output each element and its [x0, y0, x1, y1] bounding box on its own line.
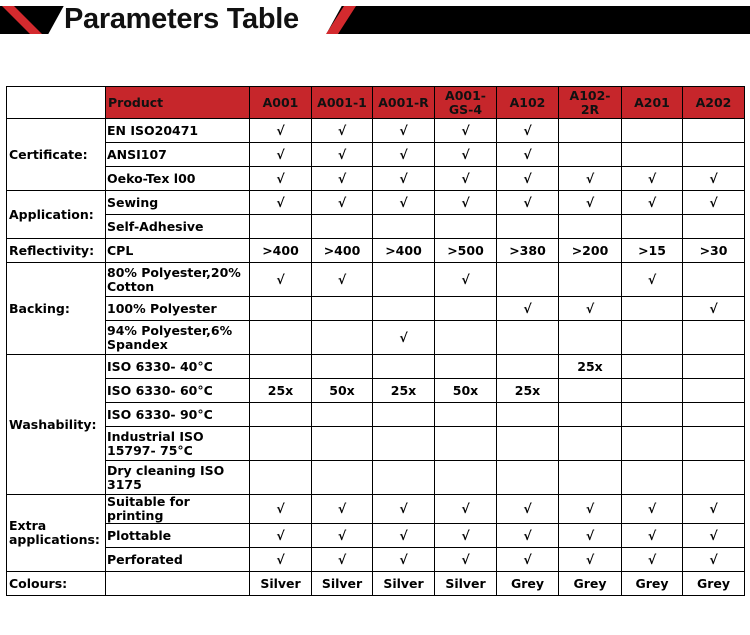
parameter-label-cell: ISO 6330- 90°C — [106, 403, 250, 427]
check-mark-cell: √ — [559, 297, 622, 321]
empty-value-cell — [622, 119, 683, 143]
empty-value-cell — [683, 427, 745, 461]
empty-value-cell — [559, 119, 622, 143]
empty-value-cell — [250, 355, 312, 379]
table-row — [7, 143, 745, 167]
empty-value-cell — [373, 403, 435, 427]
value-cell: 25x — [250, 379, 312, 403]
check-mark-cell: √ — [497, 297, 559, 321]
check-mark-cell: √ — [559, 167, 622, 191]
empty-value-cell — [622, 215, 683, 239]
table-row — [7, 297, 745, 321]
empty-value-cell — [312, 427, 373, 461]
empty-value-cell — [373, 215, 435, 239]
parameter-label-cell: 94% Polyester,6% Spandex — [106, 321, 250, 355]
check-mark-cell: √ — [435, 524, 497, 548]
parameter-label-cell: Suitable for printing — [106, 495, 250, 524]
category-cell: Reflectivity: — [7, 239, 106, 263]
category-cell: Extra applications: — [7, 495, 106, 572]
header-blank-cell — [7, 87, 106, 119]
table-row — [7, 572, 745, 596]
check-mark-cell: √ — [250, 143, 312, 167]
check-mark-cell: √ — [435, 191, 497, 215]
empty-value-cell — [435, 355, 497, 379]
check-mark-cell: √ — [435, 495, 497, 524]
value-cell: >30 — [683, 239, 745, 263]
table-row — [7, 321, 745, 355]
check-mark-cell: √ — [559, 191, 622, 215]
check-mark-cell: √ — [683, 524, 745, 548]
table-row — [7, 427, 745, 461]
check-mark-cell: √ — [683, 297, 745, 321]
check-mark-cell: √ — [435, 119, 497, 143]
value-cell: Grey — [683, 572, 745, 596]
value-cell: >200 — [559, 239, 622, 263]
empty-value-cell — [312, 321, 373, 355]
empty-value-cell — [683, 143, 745, 167]
empty-value-cell — [559, 379, 622, 403]
value-cell: 25x — [373, 379, 435, 403]
empty-value-cell — [373, 427, 435, 461]
empty-value-cell — [622, 461, 683, 495]
check-mark-cell: √ — [312, 191, 373, 215]
empty-value-cell — [435, 215, 497, 239]
check-mark-cell: √ — [497, 191, 559, 215]
empty-value-cell — [250, 461, 312, 495]
check-mark-cell: √ — [683, 191, 745, 215]
parameter-label-cell: 100% Polyester — [106, 297, 250, 321]
value-cell: >400 — [312, 239, 373, 263]
table-row — [7, 461, 745, 495]
value-cell: >380 — [497, 239, 559, 263]
check-mark-cell: √ — [559, 524, 622, 548]
parameter-label-cell: Industrial ISO 15797- 75°C — [106, 427, 250, 461]
header-product-label: Product — [106, 87, 250, 119]
check-mark-cell: √ — [435, 548, 497, 572]
header-model-cell: A001-1 — [312, 87, 373, 119]
value-cell: >15 — [622, 239, 683, 263]
check-mark-cell: √ — [622, 524, 683, 548]
empty-value-cell — [250, 321, 312, 355]
empty-value-cell — [312, 355, 373, 379]
empty-value-cell — [373, 461, 435, 495]
check-mark-cell: √ — [622, 167, 683, 191]
check-mark-cell: √ — [559, 495, 622, 524]
value-cell: Silver — [250, 572, 312, 596]
parameters-table-body — [7, 87, 745, 596]
check-mark-cell: √ — [312, 524, 373, 548]
parameter-label-cell: ANSI107 — [106, 143, 250, 167]
empty-value-cell — [497, 263, 559, 297]
value-cell: 25x — [497, 379, 559, 403]
check-mark-cell: √ — [250, 191, 312, 215]
category-cell: Certificate: — [7, 119, 106, 191]
empty-value-cell — [683, 461, 745, 495]
empty-value-cell — [622, 355, 683, 379]
value-cell: 25x — [559, 355, 622, 379]
check-mark-cell: √ — [250, 263, 312, 297]
check-mark-cell: √ — [622, 495, 683, 524]
value-cell: Grey — [559, 572, 622, 596]
empty-value-cell — [622, 379, 683, 403]
empty-value-cell — [435, 427, 497, 461]
empty-value-cell — [312, 403, 373, 427]
table-row — [7, 495, 745, 524]
empty-value-cell — [683, 215, 745, 239]
check-mark-cell: √ — [312, 495, 373, 524]
table-row — [7, 119, 745, 143]
empty-value-cell — [622, 321, 683, 355]
parameter-label-cell: Dry cleaning ISO 3175 — [106, 461, 250, 495]
check-mark-cell: √ — [250, 524, 312, 548]
empty-value-cell — [622, 403, 683, 427]
value-cell: >500 — [435, 239, 497, 263]
empty-value-cell — [559, 263, 622, 297]
empty-value-cell — [559, 427, 622, 461]
empty-value-cell — [622, 297, 683, 321]
check-mark-cell: √ — [373, 548, 435, 572]
empty-value-cell — [559, 143, 622, 167]
check-mark-cell: √ — [312, 119, 373, 143]
empty-value-cell — [497, 427, 559, 461]
empty-value-cell — [559, 215, 622, 239]
empty-value-cell — [250, 215, 312, 239]
empty-value-cell — [497, 215, 559, 239]
parameter-label-cell: Sewing — [106, 191, 250, 215]
empty-value-cell — [435, 297, 497, 321]
check-mark-cell: √ — [312, 167, 373, 191]
check-mark-cell: √ — [312, 548, 373, 572]
page-title: Parameters Table — [64, 3, 299, 35]
table-row — [7, 379, 745, 403]
category-cell: Colours: — [7, 572, 106, 596]
check-mark-cell: √ — [250, 119, 312, 143]
empty-value-cell — [312, 297, 373, 321]
table-row — [7, 215, 745, 239]
check-mark-cell: √ — [250, 548, 312, 572]
check-mark-cell: √ — [622, 263, 683, 297]
value-cell: 50x — [312, 379, 373, 403]
empty-value-cell — [622, 427, 683, 461]
table-row — [7, 524, 745, 548]
check-mark-cell: √ — [250, 167, 312, 191]
parameter-label-cell: EN ISO20471 — [106, 119, 250, 143]
empty-value-cell — [559, 403, 622, 427]
empty-value-cell — [373, 297, 435, 321]
check-mark-cell: √ — [312, 263, 373, 297]
empty-value-cell — [312, 461, 373, 495]
check-mark-cell: √ — [435, 143, 497, 167]
check-mark-cell: √ — [250, 495, 312, 524]
empty-value-cell — [497, 461, 559, 495]
empty-value-cell — [497, 321, 559, 355]
parameter-label-cell: ISO 6330- 40°C — [106, 355, 250, 379]
empty-value-cell — [312, 215, 373, 239]
parameter-label-cell: Plottable — [106, 524, 250, 548]
value-cell: 50x — [435, 379, 497, 403]
empty-value-cell — [683, 403, 745, 427]
check-mark-cell: √ — [373, 495, 435, 524]
parameter-label-cell: ISO 6330- 60°C — [106, 379, 250, 403]
empty-value-cell — [683, 355, 745, 379]
check-mark-cell: √ — [497, 524, 559, 548]
empty-value-cell — [373, 263, 435, 297]
empty-value-cell — [683, 263, 745, 297]
table-row — [7, 403, 745, 427]
table-row — [7, 355, 745, 379]
value-cell: >400 — [373, 239, 435, 263]
empty-value-cell — [435, 461, 497, 495]
parameters-table — [6, 86, 745, 596]
check-mark-cell: √ — [373, 167, 435, 191]
table-row — [7, 548, 745, 572]
value-cell: Grey — [497, 572, 559, 596]
parameter-label-cell: Oeko-Tex l00 — [106, 167, 250, 191]
empty-value-cell — [683, 321, 745, 355]
parameter-label-cell: CPL — [106, 239, 250, 263]
check-mark-cell: √ — [373, 191, 435, 215]
empty-value-cell — [250, 403, 312, 427]
table-row — [7, 167, 745, 191]
header-model-cell: A201 — [622, 87, 683, 119]
check-mark-cell: √ — [559, 548, 622, 572]
check-mark-cell: √ — [683, 548, 745, 572]
empty-value-cell — [497, 403, 559, 427]
check-mark-cell: √ — [373, 143, 435, 167]
table-row — [7, 239, 745, 263]
empty-value-cell — [435, 321, 497, 355]
category-cell: Washability: — [7, 355, 106, 495]
empty-value-cell — [435, 403, 497, 427]
check-mark-cell: √ — [435, 167, 497, 191]
value-cell: Silver — [435, 572, 497, 596]
check-mark-cell: √ — [497, 167, 559, 191]
header-model-cell: A202 — [683, 87, 745, 119]
check-mark-cell: √ — [373, 524, 435, 548]
table-header-row — [7, 87, 745, 119]
check-mark-cell: √ — [373, 321, 435, 355]
parameter-label-cell: 80% Polyester,20% Cotton — [106, 263, 250, 297]
header-model-cell: A001 — [250, 87, 312, 119]
value-cell: Silver — [373, 572, 435, 596]
check-mark-cell: √ — [435, 263, 497, 297]
check-mark-cell: √ — [373, 119, 435, 143]
title-banner — [0, 0, 750, 40]
value-cell: Grey — [622, 572, 683, 596]
header-model-cell: A102 — [497, 87, 559, 119]
header-model-cell: A001- GS-4 — [435, 87, 497, 119]
table-row — [7, 191, 745, 215]
check-mark-cell: √ — [312, 143, 373, 167]
empty-value-cell — [250, 427, 312, 461]
check-mark-cell: √ — [622, 191, 683, 215]
check-mark-cell: √ — [497, 495, 559, 524]
value-cell: >400 — [250, 239, 312, 263]
empty-value-cell — [559, 461, 622, 495]
header-model-cell: A102-2R — [559, 87, 622, 119]
category-cell: Backing: — [7, 263, 106, 355]
empty-value-cell — [683, 119, 745, 143]
empty-value-cell — [497, 355, 559, 379]
table-row — [7, 263, 745, 297]
check-mark-cell: √ — [497, 119, 559, 143]
empty-value-cell — [373, 355, 435, 379]
category-cell: Application: — [7, 191, 106, 239]
parameter-label-cell: Self-Adhesive — [106, 215, 250, 239]
empty-value-cell — [250, 297, 312, 321]
parameter-label-cell: Perforated — [106, 548, 250, 572]
empty-value-cell — [559, 321, 622, 355]
header-model-cell: A001-R — [373, 87, 435, 119]
value-cell: Silver — [312, 572, 373, 596]
check-mark-cell: √ — [622, 548, 683, 572]
check-mark-cell: √ — [497, 143, 559, 167]
parameter-label-cell — [106, 572, 250, 596]
empty-value-cell — [683, 379, 745, 403]
check-mark-cell: √ — [683, 495, 745, 524]
check-mark-cell: √ — [683, 167, 745, 191]
empty-value-cell — [622, 143, 683, 167]
check-mark-cell: √ — [497, 548, 559, 572]
